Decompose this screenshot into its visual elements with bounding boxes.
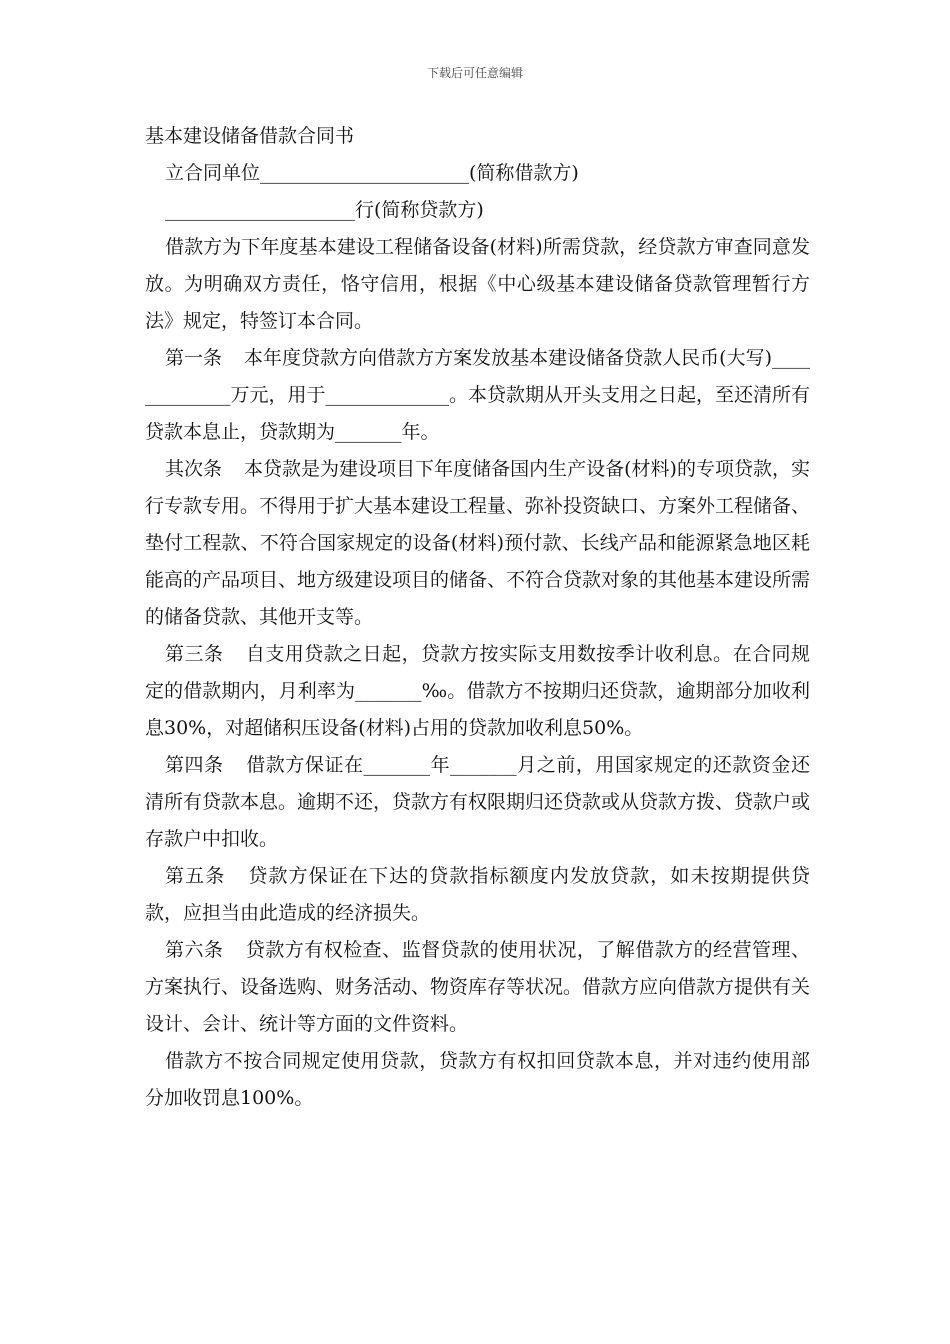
document-title: 基本建设储备借款合同书 [145,125,355,147]
article-4 [145,747,810,858]
article-2 [145,451,810,636]
closing-paragraph: 借款方不按合同规定使用贷款，贷款方有权扣回贷款本息，并对违约使用部分加收罚息100%。 [145,1050,810,1109]
article-text: 本年度贷款方向借款方方案发放基本建设储备贷款人民币(大写)_____________万元，用于_____________。本贷款期从开头支用之日起，至还清所有贷款本息止，贷款期为_______年。 [145,347,811,443]
article-5 [145,858,810,932]
article-label: 第五条 [165,865,226,887]
article-label: 第三条 [165,643,224,665]
page-header-note: 下载后可任意编辑 [426,66,523,80]
article-label: 第六条 [165,939,224,961]
article-text: 自支用贷款之日起，贷款方按实际支用数按季计收利息。在合同规定的借款期内，月利率为_______‰。借款方不按期归还贷款，逾期部分加收利息30%，对超储积压设备(材料)占用的贷款加收利息50%。 [145,643,810,739]
article-text: 贷款方有权检查、监督贷款的使用状况，了解借款方的经营管理、方案执行、设备选购、财务活动、物资库存等状况。借款方应向借款方提供有关设计、会计、统计等方面的文件资料。 [145,939,811,1035]
preamble-paragraph: 借款方为下年度基本建设工程储备设备(材料)所需贷款，经贷款方审查同意发放。为明确双方责任，恪守信用，根据《中心级基本建设储备贷款管理暂行方法》规定，特签订本合同。 [145,236,810,332]
article-text: 借款方保证在_______年_______月之前，用国家规定的还款资金还清所有贷款本息。逾期不还，贷款方有权限期归还贷款或从贷款方拨、贷款户或存款户中扣收。 [145,754,811,850]
article-6 [145,932,810,1043]
article-label: 第一条 [165,347,223,369]
article-1 [145,340,810,451]
article-label: 第四条 [165,754,224,776]
article-3 [145,636,810,747]
contract-body [145,118,810,1117]
article-text: 本贷款是为建设项目下年度储备国内生产设备(材料)的专项贷款，实行专款专用。不得用于扩大基本建设工程量、弥补投资缺口、方案外工程储备、垫付工程款、不符合国家规定的设备(材料)预付款、长线产品和能源紧急地区耗能高的产品项目、地方级建设项目的储备、不符合贷款对象的其他基本建设所需的储备贷款、其他开支等。 [145,458,811,628]
party-line-lender: ____________________行(简称贷款方) [165,199,484,221]
article-text: 贷款方保证在下达的贷款指标额度内发放贷款，如未按期提供贷款，应担当由此造成的经济损失。 [145,865,810,924]
party-line-borrower: 立合同单位______________________(简称借款方) [165,162,579,184]
article-label: 其次条 [165,458,223,480]
